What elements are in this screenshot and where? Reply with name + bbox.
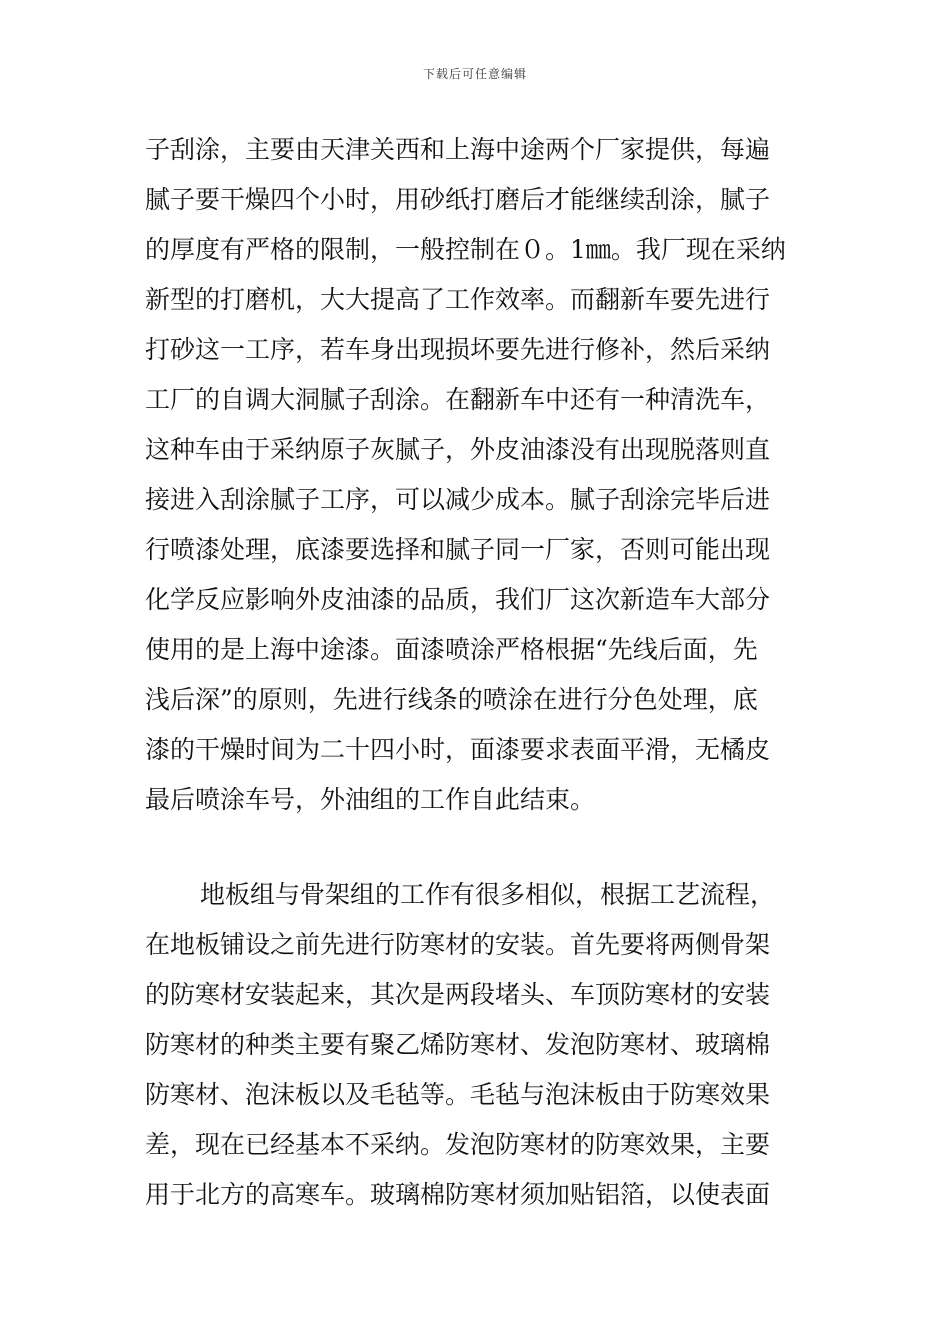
text-line: 最后喷涂车号，外油组的工作自此结束。 xyxy=(145,785,596,814)
text-line: 化学反应影响外皮油漆的品质，我们厂这次新造车大部分 xyxy=(145,585,771,614)
text-line: 工厂的自调大洞腻子刮涂。在翻新车中还有一种清洗车， xyxy=(145,385,771,414)
text-line: 在地板铺设之前先进行防寒材的安装。首先要将两侧骨架 xyxy=(145,930,771,959)
text-line: 打砂这一工序，若车身出现损坏要先进行修补，然后采纳 xyxy=(145,335,771,364)
text-line-indented: 地板组与骨架组的工作有很多相似，根据工艺流程， xyxy=(200,880,776,909)
text-line: 浅后深”的原则，先进行线条的喷涂在进行分色处理，底 xyxy=(145,685,758,714)
text-line: 防寒材的种类主要有聚乙烯防寒材、发泡防寒材、玻璃棉 xyxy=(145,1030,771,1059)
text-line: 防寒材、泡沫板以及毛毡等。毛毡与泡沫板由于防寒效果 xyxy=(145,1080,771,1109)
text-line: 这种车由于采纳原子灰腻子，外皮油漆没有出现脱落则直 xyxy=(145,435,771,464)
text-line: 腻子要干燥四个小时，用砂纸打磨后才能继续刮涂，腻子 xyxy=(145,185,771,214)
text-line: 的厚度有严格的限制，一般控制在０。1㎜。我厂现在采纳 xyxy=(145,235,786,264)
text-line: 使用的是上海中途漆。面漆喷涂严格根据“先线后面，先 xyxy=(145,635,758,664)
text-line: 漆的干燥时间为二十四小时，面漆要求表面平滑，无橘皮 xyxy=(145,735,771,764)
text-line: 接进入刮涂腻子工序，可以减少成本。腻子刮涂完毕后进 xyxy=(145,485,771,514)
text-line: 用于北方的高寒车。玻璃棉防寒材须加贴铝箔，以使表面 xyxy=(145,1180,771,1209)
text-line: 的防寒材安装起来，其次是两段堵头、车顶防寒材的安装 xyxy=(145,980,771,1009)
page-header: 下载后可任意编辑 xyxy=(422,67,527,81)
text-line: 子刮涂，主要由天津关西和上海中途两个厂家提供，每遍 xyxy=(145,135,771,164)
text-line: 行喷漆处理，底漆要选择和腻子同一厂家，否则可能出现 xyxy=(145,535,771,564)
text-line: 新型的打磨机，大大提高了工作效率。而翻新车要先进行 xyxy=(145,285,771,314)
text-line: 差，现在已经基本不采纳。发泡防寒材的防寒效果，主要 xyxy=(145,1130,771,1159)
